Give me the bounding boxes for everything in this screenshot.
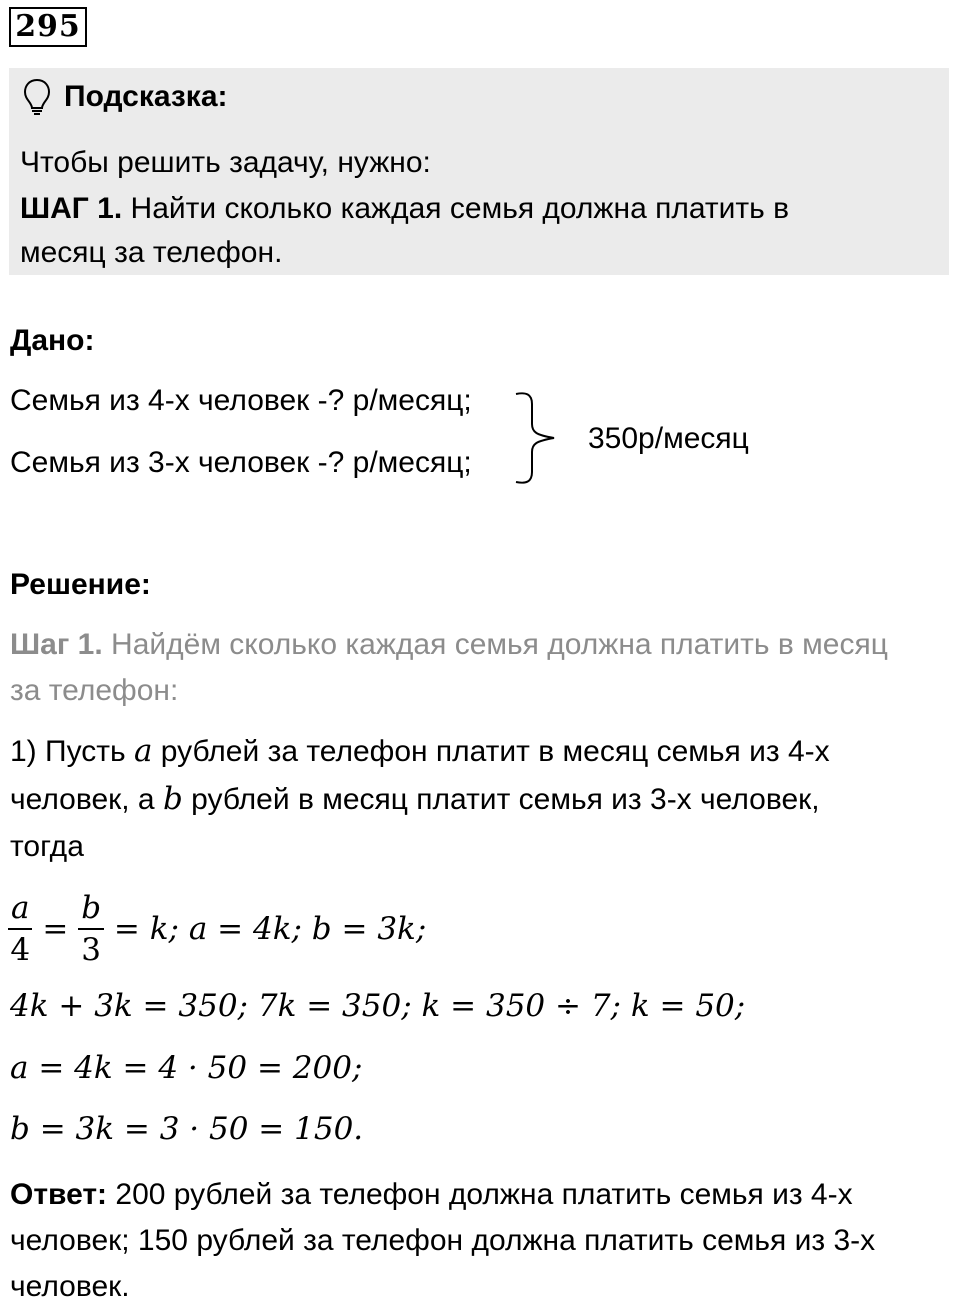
frac-num: a <box>8 888 32 930</box>
eq1-rest: = k; a = 4k; b = 3k; <box>113 911 427 947</box>
equals: = <box>42 911 69 947</box>
brace-total: 350р/месяц <box>588 422 749 455</box>
solution-step <box>10 622 888 668</box>
equation-1 <box>8 888 426 970</box>
hint-step-label: ШАГ 1. <box>20 192 123 225</box>
para-text: рублей за телефон платит в месяц семья из 4-х <box>152 735 830 768</box>
hint-intro: Чтобы решить задачу, нужно: <box>20 146 431 179</box>
para-text: рублей в месяц платит семья из 3-х человек, <box>182 783 820 816</box>
given-heading: Дано: <box>10 324 95 357</box>
var-b: b <box>162 781 183 817</box>
solution-para-line-2 <box>10 776 820 823</box>
hint-step <box>20 186 789 232</box>
answer-text: 200 рублей за телефон должна платить семья из 4-х <box>107 1178 853 1211</box>
solution-step-label: Шаг 1. <box>10 628 103 661</box>
given-line-2: Семья из 3-х человек -? р/месяц; <box>10 446 472 479</box>
frac-den: 3 <box>81 932 101 968</box>
para-text: человек, а <box>10 783 163 816</box>
frac-den: 4 <box>10 932 31 968</box>
answer-line-2: человек; 150 рублей за телефон должна платить семья из 3-х <box>10 1224 876 1257</box>
hint-step-text: Найти сколько каждая семья должна платить в <box>130 192 790 225</box>
hint-title: Подсказка: <box>64 80 228 113</box>
equation-4: b = 3k = 3 · 50 = 150. <box>10 1111 364 1147</box>
given-line-1: Семья из 4-х человек -? р/месяц; <box>10 384 472 417</box>
solution-heading: Решение: <box>10 568 151 601</box>
solution-step-text: Найдём сколько каждая семья должна платить в месяц <box>111 628 888 661</box>
equation-2: 4k + 3k = 350; 7k = 350; k = 350 ÷ 7; k = 50; <box>10 988 746 1024</box>
curly-brace <box>512 390 562 486</box>
answer-line-3: человек. <box>10 1270 130 1303</box>
para-text: 1) Пусть <box>10 735 134 768</box>
lightbulb-icon <box>22 78 52 116</box>
fraction-a-4 <box>8 888 32 970</box>
solution-para-line-3: тогда <box>10 830 84 863</box>
solution-step-text-cont: за телефон: <box>10 674 179 707</box>
solution-para-line-1 <box>10 728 830 775</box>
answer-line-1 <box>10 1172 853 1218</box>
fraction-b-3 <box>78 888 104 970</box>
equation-3: a = 4k = 4 · 50 = 200; <box>10 1050 363 1086</box>
hint-step-text-cont: месяц за телефон. <box>20 236 283 269</box>
problem-number: 295 <box>9 7 87 47</box>
frac-num: b <box>78 888 104 930</box>
var-a: a <box>133 733 153 769</box>
answer-label: Ответ: <box>10 1178 108 1211</box>
